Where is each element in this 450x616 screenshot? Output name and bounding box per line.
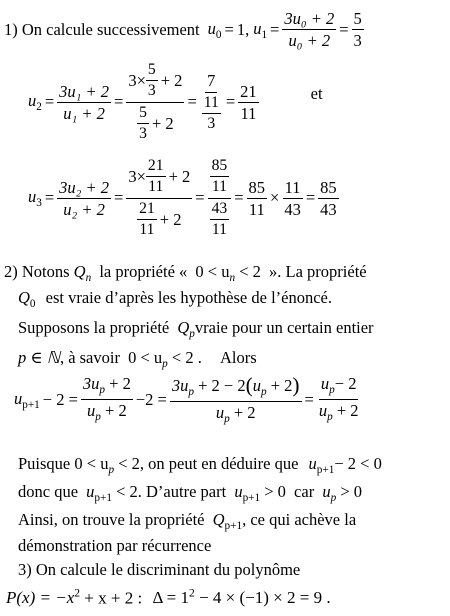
u2-equation <box>28 62 323 143</box>
u3-symbol: $u_3$ <box>28 187 42 210</box>
u1-result <box>352 10 364 50</box>
u3-step1-den: u₂ + 2 <box>63 199 105 219</box>
u3-step3 <box>208 158 232 239</box>
equals-sign: = <box>225 92 236 112</box>
part2-line6-a: donc que <box>18 482 79 501</box>
part2-line1-b: la propriété « <box>99 262 188 281</box>
u2-step1 <box>57 83 111 123</box>
part2-line7-a: Ainsi, on trouve la propriété <box>18 510 205 529</box>
part2-line6-b: $u_{p+1} < 2$ <box>86 482 138 504</box>
part2-line6-d: $u_{p+1} > 0$ <box>234 482 286 504</box>
part2-line6-c: . D’autre part <box>137 482 227 501</box>
u2-step2-num-left: 3× <box>128 71 146 91</box>
part3-line1: 3) On calcule le discriminant du polynôme <box>18 560 301 579</box>
equals-sign: = <box>44 92 55 112</box>
part2-line1-ineq: $0 < u_n < 2$ <box>195 262 261 284</box>
u3-step2-den-right: + 2 <box>159 210 182 230</box>
equals-sign: = <box>304 389 314 409</box>
eq-frac3: $\frac{u_p- 2}{u_p + 2}$ <box>318 374 359 424</box>
Qn-symbol: $Q_n$ <box>73 262 92 284</box>
equals-sign: = <box>195 188 205 208</box>
part2-line3-a: Supposons la propriété <box>18 318 170 337</box>
part2-line6-f: $u_p > 0$ <box>322 482 362 504</box>
u1-result-den: 3 <box>353 31 362 51</box>
part2-line8: démonstration par récurrence <box>18 536 212 555</box>
eq-lhs: − 2 = <box>42 389 78 409</box>
u3-step3-num-frac: $\frac{85}{11}$ <box>211 157 228 196</box>
u2-result-num: 21 <box>238 83 259 103</box>
u1-num: 3u₀ + 2 <box>282 10 336 30</box>
equals-sign: = <box>339 19 349 39</box>
equals-sign: = <box>305 188 316 208</box>
u2-step2 <box>126 62 184 143</box>
u2-step2-num-right: + 2 <box>160 71 183 91</box>
part2-line4-b: , à savoir <box>59 348 120 367</box>
part2-line2-b: est vraie d’après les hypothèse de l’énoncé. <box>45 288 332 307</box>
u2-result <box>238 83 259 123</box>
part1-line1 <box>4 10 364 50</box>
part2-line5-a: Puisque <box>18 454 71 473</box>
equals-sign: = <box>114 188 124 208</box>
part2-line5 <box>18 456 382 476</box>
equals-sign: = <box>187 92 197 112</box>
u2-step3-den-frac: $\frac{11}{3}$ <box>203 93 219 133</box>
part2-line3-b: vraie pour un certain entier <box>194 318 374 337</box>
part3-line2 <box>6 588 331 606</box>
part2-line4-ineq: $0 < u_p < 2$ . <box>128 348 202 370</box>
u3-step2-den-frac: $\frac{21}{11}$ <box>139 199 155 239</box>
part2-line1 <box>4 264 367 284</box>
part2-line7-b: , ce qui achève la <box>242 510 357 529</box>
u3-step1 <box>57 179 111 219</box>
part2-line3 <box>18 320 374 340</box>
part1-intro: 1) On calcule successivement <box>4 19 200 39</box>
u2-step3-num: 7 <box>205 72 217 92</box>
u2-step1-den: u₁ + 2 <box>63 103 105 123</box>
Qp-symbol: $Q_p$ <box>177 318 195 340</box>
part2-line2 <box>18 290 332 310</box>
u0-symbol: $u_0$ <box>207 18 222 41</box>
equals-sign: = <box>270 19 280 39</box>
poly-rest: + x + 2 : <box>84 588 143 608</box>
equals-sign: = <box>114 92 124 112</box>
part2-line7 <box>18 512 356 532</box>
u1-symbol: $u_1$ <box>253 18 268 41</box>
u3-result: $\frac{85}{43}$ <box>320 177 337 219</box>
u3-step2-num-left: 3× <box>128 167 146 187</box>
u3-step4a: $\frac{85}{11}$ <box>248 177 266 219</box>
u3-step2-num-frac: $\frac{21}{11}$ <box>147 157 164 196</box>
part2-line1-a: 2) Notons <box>4 262 70 281</box>
u2-result-den: 11 <box>240 103 257 123</box>
Q0-symbol: $Q_0$ <box>18 288 36 310</box>
up1-symbol: $u_{p+1}$ <box>14 388 40 411</box>
u3-step2-num-right: + 2 <box>168 167 191 187</box>
u2-symbol: $u_2$ <box>28 91 42 114</box>
recurrence-equation <box>14 374 361 425</box>
u2-step3 <box>200 72 223 132</box>
poly-lhs: $P(x) = -x^2$ <box>6 587 81 608</box>
part2-line4-c: Alors <box>219 348 257 367</box>
comma: , <box>245 19 250 39</box>
part2-line1-c: ». La propriété <box>269 262 367 281</box>
u2-step2-den-frac: $\frac{5}{3}$ <box>139 103 147 143</box>
equals-sign: = <box>44 188 55 208</box>
u2-step2-num-frac: $\frac{5}{3}$ <box>147 61 156 100</box>
u3-step4b: $\frac{11}{43}$ <box>284 177 301 219</box>
u2-step1-num: 3u₁ + 2 <box>57 83 111 103</box>
eq-frac2: $\frac{3u_p + 2 - 2(u_p + 2)}{u_p + 2}$ <box>171 373 300 425</box>
u3-step2 <box>126 158 192 239</box>
part2-line4 <box>18 350 257 370</box>
u2-step2-den-right: + 2 <box>151 114 174 134</box>
connector-et: et <box>310 84 323 104</box>
u3-equation: $u_3$ = $\frac{\text{3u₂ + 2}}{\text{u₂ + 2}}$ = 3× $\frac{21}{11}$ + 2 $\frac{21}{11}$ + 2 = $\frac{\frac{85}{11}}{\frac{43}{11}}$ = $\frac{85}{11}$ × $\frac{11}{43}$ = $\frac{85}{43}$ <box>28 157 337 239</box>
p-in-N: p ∈ ℕ <box>18 348 60 367</box>
equals-sign: = <box>234 188 244 208</box>
equals-sign: = <box>224 19 234 39</box>
u0-value: 1 <box>236 19 246 39</box>
u3-step3-den-frac: $\frac{43}{11}$ <box>211 199 228 239</box>
part2-line6-e: car <box>294 482 315 501</box>
u1-den: u₀ + 2 <box>288 31 331 51</box>
part2-line5-ineq: $0 < u_p < 2$ <box>74 454 140 476</box>
delta-expression: $\Delta = 1^2 - 4 \times (-1) \times 2 = 9$ . <box>152 587 331 608</box>
u1-result-num: 5 <box>352 10 364 30</box>
part2-line5-c: $u_{p+1}- 2 < 0$ <box>308 454 382 476</box>
part2-line5-b: , on peut en déduire que <box>139 454 299 473</box>
eq-mid: −2 = <box>135 389 167 409</box>
Qp1-symbol: $Q_{p+1}$ <box>212 510 243 532</box>
u1-fraction <box>282 10 336 50</box>
eq-frac1: $\frac{3u_p + 2}{u_p + 2}$ <box>82 374 131 424</box>
part2-line6 <box>18 484 362 504</box>
u3-step1-num: 3u₂ + 2 <box>57 179 111 199</box>
